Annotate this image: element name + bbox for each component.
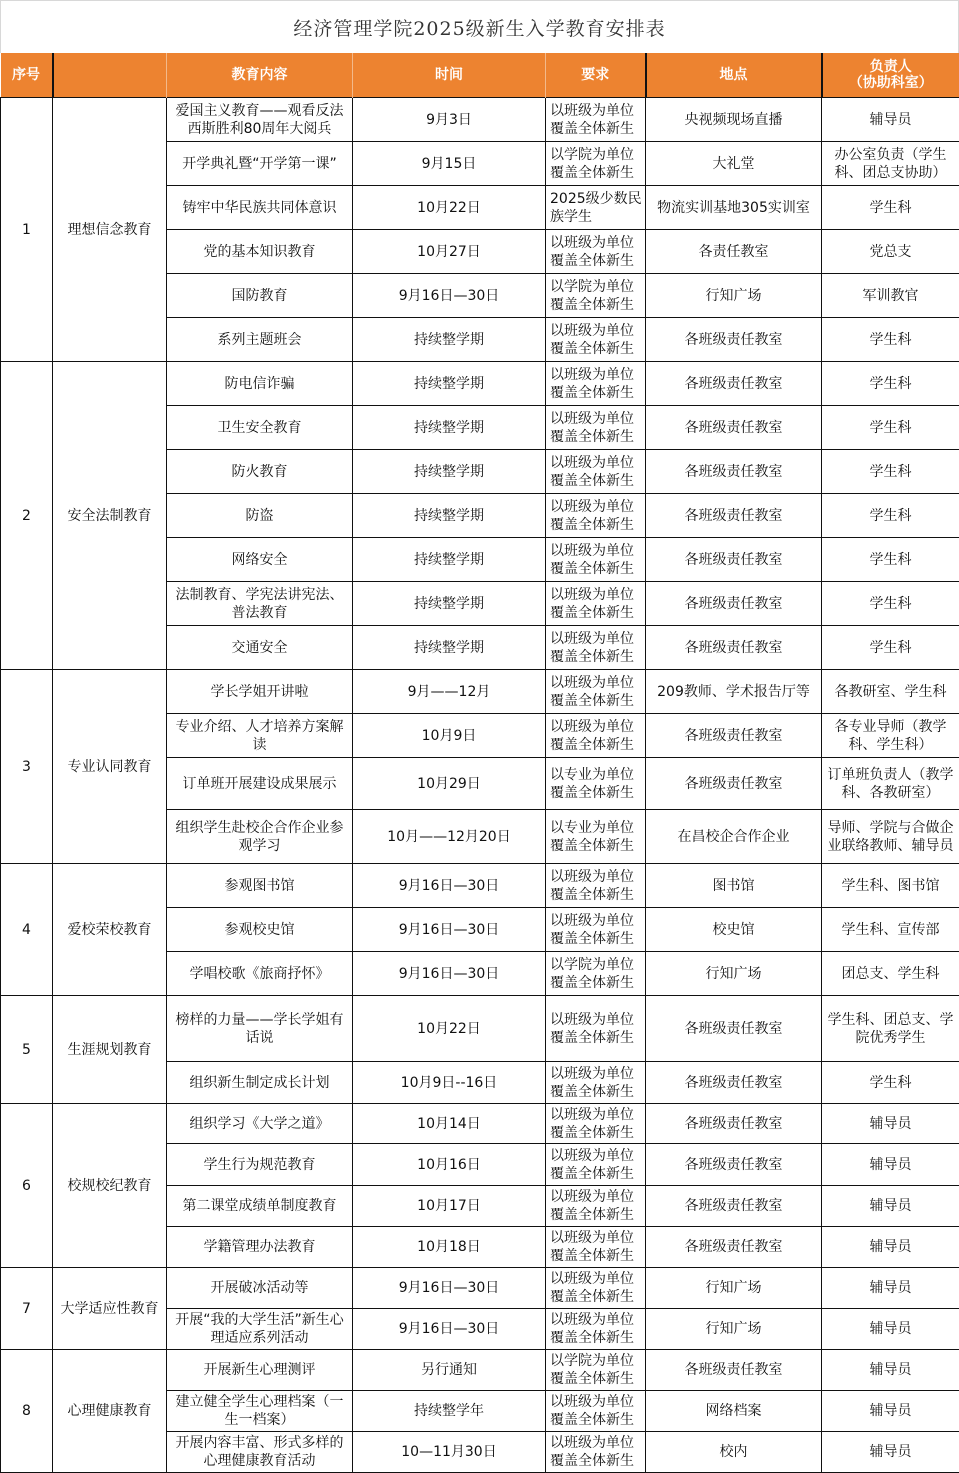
cell-time: 持续整学期 xyxy=(353,538,546,582)
cell-owner: 学生科 xyxy=(822,538,959,582)
cell-content: 防盗 xyxy=(167,494,353,538)
cell-requirement: 以学院为单位覆盖全体新生 xyxy=(546,952,646,996)
cell-time: 9月16日—30日 xyxy=(353,1268,546,1309)
cell-time: 10月——12月20日 xyxy=(353,810,546,864)
cell-requirement: 以班级为单位覆盖全体新生 xyxy=(546,1144,646,1186)
cell-requirement: 以班级为单位覆盖全体新生 xyxy=(546,230,646,274)
table-row xyxy=(1,1268,959,1309)
cell-owner: 辅导员 xyxy=(822,1391,959,1432)
cell-requirement: 以班级为单位覆盖全体新生 xyxy=(546,1062,646,1104)
cell-owner: 学生科 xyxy=(822,582,959,626)
cell-owner: 辅导员 xyxy=(822,98,959,142)
cell-owner: 学生科 xyxy=(822,494,959,538)
cell-location: 各班级责任教室 xyxy=(646,758,822,810)
cell-time: 10月22日 xyxy=(353,186,546,230)
cell-time: 10月9日--16日 xyxy=(353,1062,546,1104)
header-requirement: 要求 xyxy=(546,53,646,98)
cell-requirement: 以班级为单位覆盖全体新生 xyxy=(546,908,646,952)
cell-time: 10月14日 xyxy=(353,1104,546,1144)
cell-time: 9月15日 xyxy=(353,142,546,186)
cell-content: 防火教育 xyxy=(167,450,353,494)
header-row xyxy=(1,53,959,98)
cell-time: 9月3日 xyxy=(353,98,546,142)
cell-location: 各班级责任教室 xyxy=(646,1062,822,1104)
cell-location: 各班级责任教室 xyxy=(646,626,822,670)
cell-requirement: 以班级为单位覆盖全体新生 xyxy=(546,1186,646,1227)
cell-requirement: 以专业为单位覆盖全体新生 xyxy=(546,758,646,810)
cell-content: 参观校史馆 xyxy=(167,908,353,952)
cell-location: 央视频现场直播 xyxy=(646,98,822,142)
cell-owner: 学生科、宣传部 xyxy=(822,908,959,952)
cell-content: 订单班开展建设成果展示 xyxy=(167,758,353,810)
cell-requirement: 以班级为单位覆盖全体新生 xyxy=(546,406,646,450)
cell-content: 榜样的力量——学长学姐有话说 xyxy=(167,996,353,1062)
group-category: 大学适应性教育 xyxy=(53,1268,167,1350)
cell-owner: 辅导员 xyxy=(822,1104,959,1144)
cell-location: 209教师、学术报告厅等 xyxy=(646,670,822,714)
cell-location: 校史馆 xyxy=(646,908,822,952)
cell-requirement: 以班级为单位覆盖全体新生 xyxy=(546,996,646,1062)
header-time: 时间 xyxy=(353,53,546,98)
group-category: 理想信念教育 xyxy=(53,98,167,362)
cell-content: 第二课堂成绩单制度教育 xyxy=(167,1186,353,1227)
cell-location: 校内 xyxy=(646,1432,822,1473)
cell-location: 各班级责任教室 xyxy=(646,450,822,494)
cell-location: 各班级责任教室 xyxy=(646,1104,822,1144)
cell-location: 行知广场 xyxy=(646,952,822,996)
cell-content: 网络安全 xyxy=(167,538,353,582)
cell-requirement: 2025级少数民族学生 xyxy=(546,186,646,230)
group-category: 专业认同教育 xyxy=(53,670,167,864)
cell-requirement: 以班级为单位覆盖全体新生 xyxy=(546,318,646,362)
group-category: 心理健康教育 xyxy=(53,1350,167,1473)
table-row xyxy=(1,1104,959,1144)
group-seq: 8 xyxy=(1,1350,53,1473)
cell-content: 开学典礼暨“开学第一课” xyxy=(167,142,353,186)
table-row xyxy=(1,670,959,714)
cell-time: 持续整学期 xyxy=(353,450,546,494)
cell-owner: 各教研室、学生科 xyxy=(822,670,959,714)
cell-time: 持续整学期 xyxy=(353,406,546,450)
cell-content: 专业介绍、人才培养方案解读 xyxy=(167,714,353,758)
cell-location: 各班级责任教室 xyxy=(646,1144,822,1186)
cell-location: 行知广场 xyxy=(646,1268,822,1309)
group-category: 安全法制教育 xyxy=(53,362,167,670)
cell-requirement: 以班级为单位覆盖全体新生 xyxy=(546,1104,646,1144)
cell-location: 各责任教室 xyxy=(646,230,822,274)
group-category: 生涯规划教育 xyxy=(53,996,167,1104)
cell-content: 开展“我的大学生活”新生心理适应系列活动 xyxy=(167,1309,353,1350)
cell-requirement: 以班级为单位覆盖全体新生 xyxy=(546,98,646,142)
cell-requirement: 以班级为单位覆盖全体新生 xyxy=(546,864,646,908)
cell-owner: 学生科 xyxy=(822,362,959,406)
cell-owner: 学生科、图书馆 xyxy=(822,864,959,908)
cell-time: 10月22日 xyxy=(353,996,546,1062)
cell-content: 建立健全学生心理档案（一生一档案） xyxy=(167,1391,353,1432)
cell-time: 持续整学年 xyxy=(353,1391,546,1432)
cell-owner: 党总支 xyxy=(822,230,959,274)
cell-time: 10月17日 xyxy=(353,1186,546,1227)
cell-content: 开展破冰活动等 xyxy=(167,1268,353,1309)
header-owner-line2: （协助科室） xyxy=(849,75,933,91)
group-category: 爱校荣校教育 xyxy=(53,864,167,996)
cell-location: 各班级责任教室 xyxy=(646,996,822,1062)
cell-owner: 学生科 xyxy=(822,450,959,494)
cell-requirement: 以班级为单位覆盖全体新生 xyxy=(546,1391,646,1432)
cell-requirement: 以班级为单位覆盖全体新生 xyxy=(546,1432,646,1473)
cell-time: 9月16日—30日 xyxy=(353,1309,546,1350)
cell-owner: 学生科 xyxy=(822,1062,959,1104)
cell-time: 持续整学期 xyxy=(353,362,546,406)
cell-time: 10月18日 xyxy=(353,1227,546,1268)
cell-content: 开展新生心理测评 xyxy=(167,1350,353,1391)
cell-requirement: 以学院为单位覆盖全体新生 xyxy=(546,1350,646,1391)
cell-time: 10月27日 xyxy=(353,230,546,274)
cell-time: 持续整学期 xyxy=(353,494,546,538)
cell-requirement: 以学院为单位覆盖全体新生 xyxy=(546,142,646,186)
table-row xyxy=(1,98,959,142)
header-owner-line1: 负责人 xyxy=(870,59,912,75)
cell-content: 系列主题班会 xyxy=(167,318,353,362)
group-seq: 7 xyxy=(1,1268,53,1350)
cell-requirement: 以学院为单位覆盖全体新生 xyxy=(546,274,646,318)
header-seq: 序号 xyxy=(1,53,53,98)
cell-time: 10月9日 xyxy=(353,714,546,758)
cell-owner: 订单班负责人（教学科、各教研室） xyxy=(822,758,959,810)
cell-owner: 学生科 xyxy=(822,406,959,450)
cell-time: 9月16日—30日 xyxy=(353,952,546,996)
group-seq: 5 xyxy=(1,996,53,1104)
cell-owner: 辅导员 xyxy=(822,1268,959,1309)
group-category: 校规校纪教育 xyxy=(53,1104,167,1268)
cell-content: 交通安全 xyxy=(167,626,353,670)
cell-time: 10月16日 xyxy=(353,1144,546,1186)
header-content: 教育内容 xyxy=(167,53,353,98)
cell-requirement: 以班级为单位覆盖全体新生 xyxy=(546,670,646,714)
cell-location: 各班级责任教室 xyxy=(646,1186,822,1227)
cell-requirement: 以班级为单位覆盖全体新生 xyxy=(546,494,646,538)
cell-requirement: 以班级为单位覆盖全体新生 xyxy=(546,450,646,494)
cell-time: 持续整学期 xyxy=(353,318,546,362)
cell-owner: 团总支、学生科 xyxy=(822,952,959,996)
cell-requirement: 以班级为单位覆盖全体新生 xyxy=(546,1268,646,1309)
cell-content: 参观图书馆 xyxy=(167,864,353,908)
cell-time: 9月16日—30日 xyxy=(353,274,546,318)
cell-requirement: 以班级为单位覆盖全体新生 xyxy=(546,1227,646,1268)
cell-content: 组织学习《大学之道》 xyxy=(167,1104,353,1144)
cell-location: 物流实训基地305实训室 xyxy=(646,186,822,230)
cell-content: 学籍管理办法教育 xyxy=(167,1227,353,1268)
table-row xyxy=(1,996,959,1062)
cell-owner: 学生科 xyxy=(822,186,959,230)
page-title: 经济管理学院2025级新生入学教育安排表 xyxy=(0,0,959,53)
cell-location: 各班级责任教室 xyxy=(646,1227,822,1268)
cell-time: 另行通知 xyxy=(353,1350,546,1391)
cell-location: 图书馆 xyxy=(646,864,822,908)
cell-content: 学生行为规范教育 xyxy=(167,1144,353,1186)
group-seq: 1 xyxy=(1,98,53,362)
cell-content: 学长学姐开讲啦 xyxy=(167,670,353,714)
cell-time: 持续整学期 xyxy=(353,582,546,626)
cell-content: 爱国主义教育——观看反法西斯胜利80周年大阅兵 xyxy=(167,98,353,142)
cell-location: 行知广场 xyxy=(646,274,822,318)
cell-content: 组织学生赴校企合作企业参观学习 xyxy=(167,810,353,864)
cell-content: 法制教育、学宪法讲宪法、普法教育 xyxy=(167,582,353,626)
cell-location: 各班级责任教室 xyxy=(646,1350,822,1391)
cell-location: 各班级责任教室 xyxy=(646,582,822,626)
cell-location: 大礼堂 xyxy=(646,142,822,186)
cell-time: 9月16日—30日 xyxy=(353,908,546,952)
cell-owner: 辅导员 xyxy=(822,1309,959,1350)
header-owner xyxy=(822,53,959,98)
cell-content: 铸牢中华民族共同体意识 xyxy=(167,186,353,230)
cell-owner: 军训教官 xyxy=(822,274,959,318)
cell-location: 各班级责任教室 xyxy=(646,538,822,582)
cell-requirement: 以班级为单位覆盖全体新生 xyxy=(546,626,646,670)
cell-time: 9月——12月 xyxy=(353,670,546,714)
cell-requirement: 以班级为单位覆盖全体新生 xyxy=(546,538,646,582)
cell-content: 党的基本知识教育 xyxy=(167,230,353,274)
cell-requirement: 以班级为单位覆盖全体新生 xyxy=(546,1309,646,1350)
cell-owner: 各专业导师（教学科、学生科） xyxy=(822,714,959,758)
cell-owner: 辅导员 xyxy=(822,1186,959,1227)
cell-location: 在昌校企合作企业 xyxy=(646,810,822,864)
cell-location: 各班级责任教室 xyxy=(646,362,822,406)
cell-content: 防电信诈骗 xyxy=(167,362,353,406)
table-row xyxy=(1,1350,959,1391)
cell-location: 各班级责任教室 xyxy=(646,406,822,450)
cell-owner: 辅导员 xyxy=(822,1227,959,1268)
cell-content: 国防教育 xyxy=(167,274,353,318)
table-body xyxy=(1,98,959,1473)
cell-owner: 学生科 xyxy=(822,626,959,670)
cell-owner: 辅导员 xyxy=(822,1144,959,1186)
group-seq: 2 xyxy=(1,362,53,670)
group-seq: 6 xyxy=(1,1104,53,1268)
cell-time: 10月29日 xyxy=(353,758,546,810)
cell-requirement: 以班级为单位覆盖全体新生 xyxy=(546,714,646,758)
cell-location: 各班级责任教室 xyxy=(646,318,822,362)
cell-location: 各班级责任教室 xyxy=(646,714,822,758)
cell-owner: 学生科 xyxy=(822,318,959,362)
cell-content: 开展内容丰富、形式多样的心理健康教育活动 xyxy=(167,1432,353,1473)
group-seq: 4 xyxy=(1,864,53,996)
cell-requirement: 以班级为单位覆盖全体新生 xyxy=(546,362,646,406)
cell-content: 学唱校歌《旅商抒怀》 xyxy=(167,952,353,996)
header-location: 地点 xyxy=(646,53,822,98)
cell-content: 组织新生制定成长计划 xyxy=(167,1062,353,1104)
cell-requirement: 以班级为单位覆盖全体新生 xyxy=(546,582,646,626)
cell-owner: 辅导员 xyxy=(822,1350,959,1391)
header-category xyxy=(53,53,167,98)
cell-requirement: 以专业为单位覆盖全体新生 xyxy=(546,810,646,864)
cell-time: 10—11月30日 xyxy=(353,1432,546,1473)
cell-owner: 学生科、团总支、学院优秀学生 xyxy=(822,996,959,1062)
table-row xyxy=(1,362,959,406)
schedule-table xyxy=(0,53,959,1473)
cell-location: 各班级责任教室 xyxy=(646,494,822,538)
cell-owner: 办公室负责（学生科、团总支协助） xyxy=(822,142,959,186)
cell-location: 网络档案 xyxy=(646,1391,822,1432)
table-row xyxy=(1,864,959,908)
cell-location: 行知广场 xyxy=(646,1309,822,1350)
cell-owner: 辅导员 xyxy=(822,1432,959,1473)
cell-content: 卫生安全教育 xyxy=(167,406,353,450)
group-seq: 3 xyxy=(1,670,53,864)
cell-time: 9月16日—30日 xyxy=(353,864,546,908)
cell-owner: 导师、学院与合做企业联络教师、辅导员 xyxy=(822,810,959,864)
cell-time: 持续整学期 xyxy=(353,626,546,670)
